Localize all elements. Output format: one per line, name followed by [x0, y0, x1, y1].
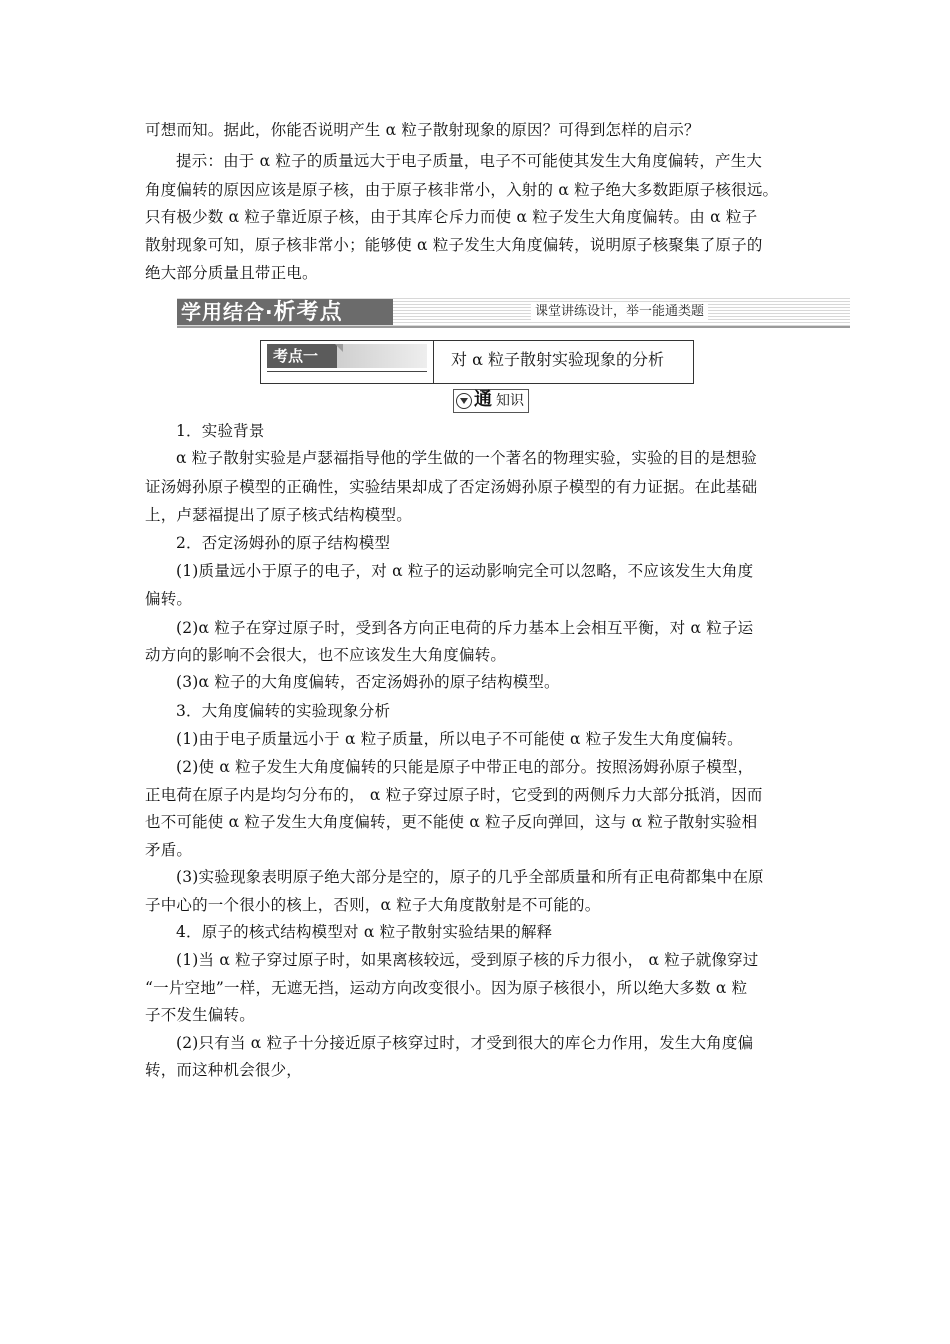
body-line-19: 4．原子的核式结构模型对 α 粒子散射实验结果的解释	[176, 923, 553, 941]
body-line-17: (3)实验现象表明原子绝大部分是空的，原子的几乎全部质量和所有正电荷都集中在原	[176, 868, 764, 886]
know-badge-strong: 通	[474, 389, 492, 410]
keypoint-tag-corner	[335, 344, 343, 352]
banner-title-a: 学用结合	[181, 300, 265, 324]
body-line-10: (3)α 粒子的大角度偏转，否定汤姆孙的原子结构模型。	[176, 673, 560, 691]
down-arrow-icon	[456, 393, 472, 409]
body-line-12: (1)由于电子质量远小于 α 粒子质量，所以电子不可能使 α 粒子发生大角度偏转。	[176, 730, 743, 748]
keypoint-title: 对 α 粒子散射实验现象的分析	[451, 350, 664, 369]
intro-line-5: 散射现象可知，原子核非常小；能够使 α 粒子发生大角度偏转，说明原子核聚集了原子的	[145, 236, 763, 254]
body-line-1: 1．实验背景	[176, 422, 265, 440]
body-line-18: 子中心的一个很小的核上，否则，α 粒子大角度散射是不可能的。	[145, 896, 601, 914]
body-line-8: (2)α 粒子在穿过原子时，受到各方向正电荷的斥力基本上会相互平衡，对 α 粒子运	[176, 619, 754, 637]
body-line-4: 上，卢瑟福提出了原子核式结构模型。	[145, 506, 412, 524]
keypoint-tag-label: 考点一	[273, 347, 319, 365]
body-line-5: 2．否定汤姆孙的原子结构模型	[176, 534, 391, 552]
banner-dot: ·	[265, 300, 274, 324]
body-line-2: α 粒子散射实验是卢瑟福指导他的学生做的一个著名的物理实验，实验的目的是想验	[176, 449, 757, 467]
body-line-7: 偏转。	[145, 590, 193, 608]
banner-subtitle: 课堂讲练设计，举一能通类题	[531, 302, 708, 322]
body-line-24: 转，而这种机会很少，	[145, 1061, 303, 1079]
body-line-6: (1)质量远小于原子的电子，对 α 粒子的运动影响完全可以忽略，不应该发生大角度	[176, 562, 754, 580]
body-line-23: (2)只有当 α 粒子十分接近原子核穿过时，才受到很大的库仑力作用，发生大角度偏	[176, 1034, 754, 1052]
body-line-14: 正电荷在原子内是均匀分布的， α 粒子穿过原子时，它受到的两侧斥力大部分抵消，因而	[145, 786, 763, 804]
keypoint-underline	[267, 371, 427, 372]
section-banner	[177, 298, 850, 326]
intro-line-2: 提示：由于 α 粒子的质量远大于电子质量，电子不可能使其发生大角度偏转，产生大	[176, 152, 763, 170]
body-line-22: 子不发生偏转。	[145, 1006, 255, 1024]
body-line-20: (1)当 α 粒子穿过原子时，如果离核较远，受到原子核的斥力很小， α 粒子就像穿过	[176, 951, 759, 969]
know-badge	[453, 389, 529, 413]
intro-line-4: 只有极少数 α 粒子靠近原子核，由于其库仑斥力而使 α 粒子发生大角度偏转。由 α 粒子	[145, 208, 758, 226]
body-line-15: 也不可能使 α 粒子发生大角度偏转，更不能使 α 粒子反向弹回，这与 α 粒子散射实验相	[145, 813, 758, 831]
body-line-13: (2)使 α 粒子发生大角度偏转的只能是原子中带正电的部分。按照汤姆孙原子模型，	[176, 758, 754, 776]
intro-line-6: 绝大部分质量且带正电。	[145, 264, 318, 282]
keypoint-divider	[433, 341, 434, 383]
know-badge-rest: 知识	[496, 393, 524, 409]
body-line-16: 矛盾。	[145, 841, 193, 859]
banner-rule	[177, 326, 850, 328]
body-line-11: 3．大角度偏转的实验现象分析	[176, 702, 391, 720]
intro-line-1: 可想而知。据此，你能否说明产生 α 粒子散射现象的原因？可得到怎样的启示？	[145, 121, 700, 139]
intro-line-3: 角度偏转的原因应该是原子核，由于原子核非常小，入射的 α 粒子绝大多数距原子核很远。	[145, 181, 779, 199]
keypoint-box	[260, 340, 694, 384]
keypoint-tag	[267, 344, 427, 368]
banner-title-b: 析考点	[273, 300, 343, 325]
body-line-9: 动方向的影响不会很大，也不应该发生大角度偏转。	[145, 646, 507, 664]
banner-title	[177, 299, 393, 325]
body-line-21: “一片空地”一样，无遮无挡，运动方向改变很小。因为原子核很小，所以绝大多数 α 粒	[145, 979, 748, 997]
body-line-3: 证汤姆孙原子模型的正确性，实验结果却成了否定汤姆孙原子模型的有力证据。在此基础	[145, 478, 758, 496]
